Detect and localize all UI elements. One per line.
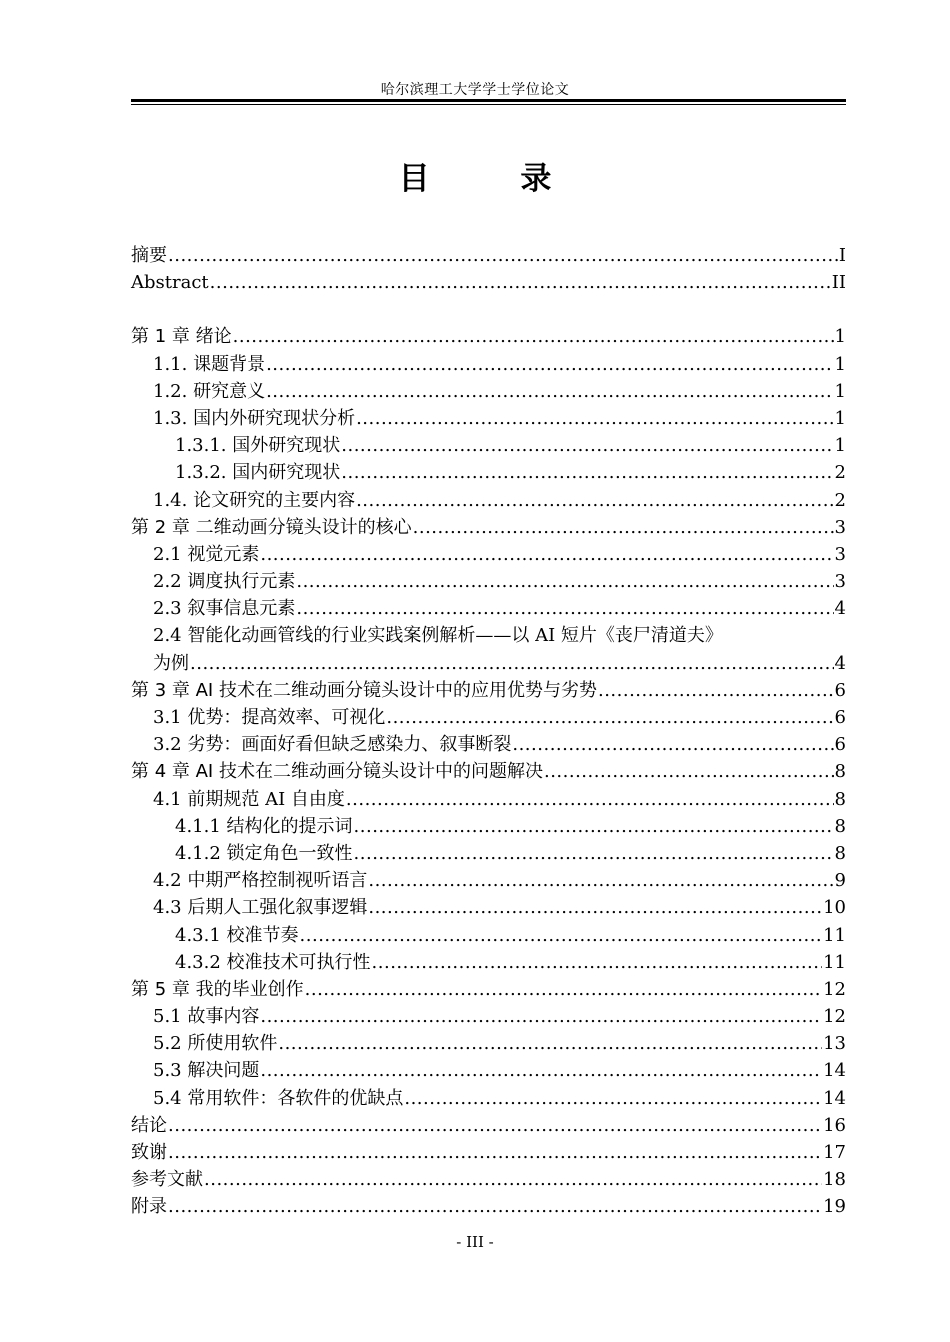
dot-leader — [346, 786, 834, 813]
toc-entry-label: 为例 — [153, 652, 189, 674]
toc-entry-label: 2.2 调度执行元素 — [153, 571, 296, 593]
toc-entry-page: 2 — [834, 489, 846, 511]
dot-leader — [356, 405, 833, 432]
toc-entry-label: 4.3.2 校准技术可执行性 — [175, 951, 371, 973]
toc-entry-label: 5.4 常用软件：各软件的优缺点 — [153, 1087, 404, 1109]
toc-entry-page: 11 — [823, 951, 846, 973]
toc-entry-label: 1.3. 国内外研究现状分析 — [153, 407, 356, 429]
toc-entry-chapter-2[interactable] — [131, 514, 846, 541]
toc-entry-label: 1.4. 论文研究的主要内容 — [153, 489, 356, 511]
header-rule-thin — [131, 104, 846, 105]
toc-entry-label: 1.2. 研究意义 — [153, 380, 266, 402]
dot-leader — [260, 1003, 822, 1030]
toc-entry-page: 17 — [823, 1142, 846, 1163]
toc-entry-1-3-2[interactable] — [131, 459, 846, 486]
dot-leader — [354, 840, 834, 867]
toc-entry-chapter-5[interactable] — [131, 976, 846, 1003]
dot-leader — [260, 541, 833, 568]
toc-entry-page: 14 — [823, 1087, 846, 1109]
toc-entry-label: 附录 — [131, 1196, 167, 1218]
toc-entry-page: 12 — [823, 1006, 846, 1028]
toc-entry-page: 1 — [834, 353, 846, 375]
dot-leader — [598, 677, 834, 704]
toc-entry-chapter-3[interactable] — [131, 677, 846, 704]
toc-entry-abstract-cn[interactable] — [131, 242, 846, 269]
toc-entry-label: 第 3 章 AI 技术在二维动画分镜头设计中的应用优势与劣势 — [131, 679, 597, 701]
toc-entry-label: 2.1 视觉元素 — [153, 543, 260, 565]
dot-leader — [233, 323, 834, 350]
dot-leader — [168, 1193, 822, 1220]
toc-entry-label: 摘要 — [131, 245, 167, 266]
toc-entry-label: 4.2 中期严格控制视听语言 — [153, 870, 368, 892]
toc-entry-label: 3.2 劣势：画面好看但缺乏感染力、叙事断裂 — [153, 734, 512, 756]
toc-entry-page: 3 — [834, 571, 846, 593]
toc-entry-4-1-2[interactable] — [131, 840, 846, 867]
dot-leader — [210, 269, 831, 296]
running-header: 哈尔滨理工大学学士学位论文 — [380, 82, 570, 98]
dot-leader — [168, 1112, 822, 1139]
toc-entry-label: 4.1.1 结构化的提示词 — [175, 815, 353, 837]
toc-entry-page: 18 — [823, 1169, 846, 1191]
dot-leader — [168, 1139, 822, 1166]
toc-entry-label: 4.3 后期人工强化叙事逻辑 — [153, 897, 368, 919]
dot-leader — [356, 487, 833, 514]
toc-entry-5-1[interactable] — [131, 1003, 846, 1030]
dot-leader — [413, 514, 834, 541]
toc-entry-page: 1 — [834, 326, 846, 348]
toc-entry-page: 8 — [834, 842, 846, 864]
dot-leader — [368, 894, 822, 921]
toc-entry-page: 14 — [823, 1060, 846, 1082]
toc-entry-label: 4.1.2 锁定角色一致性 — [175, 842, 353, 864]
toc-entry-page: 6 — [834, 707, 846, 728]
toc-entry-page: 3 — [834, 516, 846, 538]
toc-entry-acknowledgements[interactable] — [131, 1139, 846, 1166]
toc-entry-4-1[interactable] — [131, 786, 846, 813]
toc-entry-label: 第 1 章 绪论 — [131, 326, 232, 348]
toc-entry-2-3[interactable] — [131, 595, 846, 622]
toc-entry-label: 1.3.2. 国内研究现状 — [175, 462, 341, 484]
toc-entry-page: 11 — [823, 924, 846, 946]
toc-entry-1-2[interactable] — [131, 378, 846, 405]
toc-entry-page: 9 — [834, 870, 846, 892]
toc-entry-4-3-2[interactable] — [131, 949, 846, 976]
toc-entry-page: 1 — [834, 380, 846, 402]
dot-leader — [544, 758, 834, 785]
toc-entry-chapter-4[interactable] — [131, 758, 846, 785]
toc-entry-1-3-1[interactable] — [131, 432, 846, 459]
dot-leader — [512, 731, 833, 758]
dot-leader — [368, 867, 833, 894]
toc-title: 目 录 — [398, 161, 592, 197]
toc-entry-label: 5.3 解决问题 — [153, 1060, 260, 1082]
toc-entry-label: 1.3.1. 国外研究现状 — [175, 435, 341, 457]
dot-leader — [296, 568, 833, 595]
toc-entry-label: 5.2 所使用软件 — [153, 1033, 278, 1055]
toc-entry-page: 8 — [834, 788, 846, 810]
toc-entry-page: 6 — [834, 734, 846, 756]
toc-entry-references[interactable] — [131, 1166, 846, 1193]
toc-entry-page: I — [838, 245, 846, 266]
toc-spacer — [131, 296, 846, 323]
toc-entry-label: 2.3 叙事信息元素 — [153, 598, 296, 620]
toc-entry-label: Abstract — [131, 272, 209, 294]
header-rule-thick — [131, 99, 846, 102]
toc-entry-label: 5.1 故事内容 — [153, 1006, 260, 1028]
dot-leader — [354, 813, 834, 840]
toc-entry-label: 致谢 — [131, 1142, 167, 1163]
dot-leader — [190, 650, 834, 677]
toc-entry-4-1-1[interactable] — [131, 813, 846, 840]
toc-entry-abstract-en[interactable] — [131, 269, 846, 296]
toc-entry-label: 第 4 章 AI 技术在二维动画分镜头设计中的问题解决 — [131, 761, 543, 783]
toc-entry-2-2[interactable] — [131, 568, 846, 595]
toc-entry-label: 第 2 章 二维动画分镜头设计的核心 — [131, 516, 412, 538]
toc-entry-3-1[interactable] — [131, 704, 846, 731]
toc-entry-label: 4.3.1 校准节奏 — [175, 924, 299, 946]
toc-entry-appendix[interactable] — [131, 1193, 846, 1220]
toc-entry-2-4[interactable] — [131, 650, 846, 677]
toc-entry-label: 第 5 章 我的毕业创作 — [131, 978, 304, 1000]
toc-entry-page: 1 — [834, 407, 846, 429]
dot-leader — [305, 976, 822, 1003]
toc-entry-5-4[interactable] — [131, 1085, 846, 1112]
dot-leader — [204, 1166, 822, 1193]
dot-leader — [260, 1057, 822, 1084]
toc-entry-conclusion[interactable] — [131, 1112, 846, 1139]
toc-entry-page: 2 — [834, 462, 846, 484]
toc-entry-2-1[interactable] — [131, 541, 846, 568]
toc-entry-label: 参考文献 — [131, 1169, 203, 1191]
dot-leader — [296, 595, 833, 622]
toc-entry-page: 8 — [834, 761, 846, 783]
dot-leader — [386, 704, 833, 731]
toc-entry-label: 结论 — [131, 1114, 167, 1136]
toc-entry-4-3-1[interactable] — [131, 922, 846, 949]
toc-entry-chapter-1[interactable] — [131, 323, 846, 350]
dot-leader — [372, 949, 823, 976]
dot-leader — [168, 242, 838, 269]
table-of-contents — [131, 242, 846, 1221]
toc-entry-page: 4 — [834, 598, 846, 620]
dot-leader — [278, 1030, 822, 1057]
dot-leader — [341, 432, 833, 459]
toc-entry-1-4[interactable] — [131, 487, 846, 514]
toc-entry-label: 1.1. 课题背景 — [153, 353, 266, 375]
toc-entry-1-1[interactable] — [131, 351, 846, 378]
dot-leader — [404, 1085, 822, 1112]
toc-entry-5-2[interactable] — [131, 1030, 846, 1057]
dot-leader — [266, 351, 833, 378]
toc-entry-page: 19 — [823, 1196, 846, 1218]
toc-entry-page: 16 — [823, 1114, 846, 1136]
toc-entry-1-3[interactable] — [131, 405, 846, 432]
toc-entry-label: 3.1 优势：提高效率、可视化 — [153, 707, 386, 728]
toc-entry-page: 6 — [834, 679, 846, 701]
dot-leader — [300, 922, 823, 949]
dot-leader — [341, 459, 833, 486]
dot-leader — [266, 378, 833, 405]
toc-entry-page: 8 — [834, 815, 846, 837]
toc-entry-4-2[interactable] — [131, 867, 846, 894]
toc-entry-5-3[interactable] — [131, 1057, 846, 1084]
toc-entry-page: 4 — [834, 652, 846, 674]
toc-entry-label: 4.1 前期规范 AI 自由度 — [153, 788, 345, 810]
toc-entry-page: II — [831, 272, 846, 294]
page-number: - III - — [456, 1233, 494, 1251]
toc-entry-page: 13 — [823, 1033, 846, 1055]
toc-entry-3-2[interactable] — [131, 731, 846, 758]
toc-entry-4-3[interactable] — [131, 894, 846, 921]
toc-entry-page: 10 — [823, 897, 846, 919]
toc-entry-2-4-line-1[interactable]: 2.4 智能化动画管线的行业实践案例解析——以 AI 短片《丧尸清道夫》 — [153, 625, 723, 647]
toc-entry-page: 1 — [834, 435, 846, 457]
toc-entry-page: 3 — [834, 543, 846, 565]
toc-entry-page: 12 — [823, 978, 846, 1000]
